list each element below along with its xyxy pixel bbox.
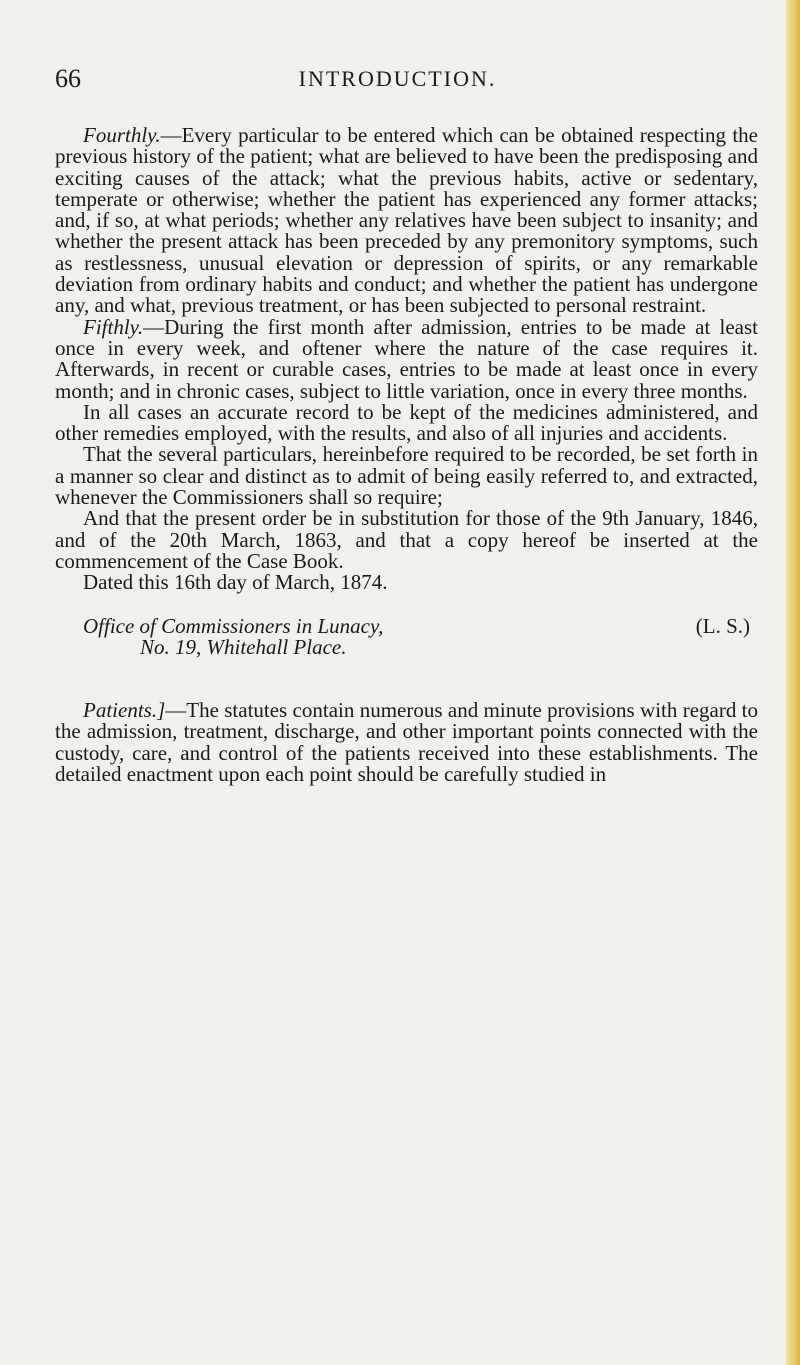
signature-block xyxy=(55,613,758,659)
signature-address: No. 19, Whitehall Place. xyxy=(140,634,347,659)
body-text xyxy=(55,125,758,785)
paragraph-several-particulars: That the several particulars, hereinbefore required to be recorded, be set forth in a manner so clear and distinct as to admit of being easily referred to, and extracted, whenever the Commissioners shall so require; xyxy=(55,442,758,510)
page-number: 66 xyxy=(55,64,81,93)
page-edge-strip xyxy=(786,0,800,1365)
paragraph-text: —During the first month after admission, entries to be made at least once in every week, and oftener where the nature of the case requires it. Afterwards, in recent or curable cases, entries to be made at least once in every month; and in chronic cases, subject to little variation, once in every three months. xyxy=(55,314,758,403)
paragraph-fifthly xyxy=(55,314,758,403)
seal-mark: (L. S.) xyxy=(695,613,750,638)
paragraph-text: —Every particular to be entered which can be obtained respecting the previous history of the patient; what are believed to have been the predisposing and exciting causes of the attack; what the previous habits, active or sedentary, temperate or otherwise; whether the patient has experienced any former attacks; and, if so, at what periods; whether any relatives have been subject to insanity; and whether the present attack has been preceded by any premonitory symptoms, such as restlessness, unusual elevation or depression of spirits, or any remarkable deviation from ordinary habits and conduct; and whether the patient has undergone any, and what, previous treatment, or has been subjected to personal restraint. xyxy=(55,123,758,318)
page-header xyxy=(55,64,760,104)
paragraph-fourthly xyxy=(55,125,758,317)
paragraph-patients xyxy=(55,700,758,785)
signature-office: Office of Commissioners in Lunacy, xyxy=(83,613,384,638)
paragraph-lead: Patients.] xyxy=(83,698,166,723)
paragraph-text: —The statutes contain numerous and minute provisions with regard to the admission, treatment, discharge, and other important points connected with the custody, care, and control of the patients received into these establishments. The detailed enactment upon each point should be carefully studied in xyxy=(55,698,758,787)
paragraph-all-cases: In all cases an accurate record to be kept of the medicines administered, and other remedies employed, with the results, and also of all injuries and accidents. xyxy=(55,399,758,446)
paragraph-lead: Fifthly. xyxy=(83,314,144,339)
running-title: INTRODUCTION. xyxy=(298,66,497,91)
paragraph-dated: Dated this 16th day of March, 1874. xyxy=(83,570,388,595)
paragraph-lead: Fourthly. xyxy=(83,123,161,147)
paragraph-substitution: And that the present order be in substitution for those of the 9th January, 1846, and of the 20th March, 1863, and that a copy hereof be inserted at the commencement of the Case Book. xyxy=(55,506,758,573)
